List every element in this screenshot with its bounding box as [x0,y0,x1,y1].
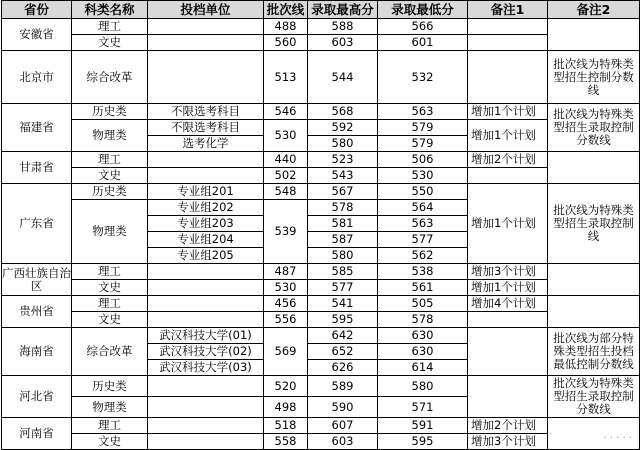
max-cell: 544 [308,51,378,104]
max-cell: 592 [308,120,378,136]
table-row [2,264,640,280]
table-row [2,280,640,296]
table-row [2,296,640,312]
batch-cell: 487 [264,264,308,280]
note1-cell [468,168,548,184]
unit-cell [148,280,264,296]
max-cell: 541 [308,296,378,312]
province-cell: 北京市 [2,51,72,104]
max-cell: 590 [308,397,378,418]
table-row [2,35,640,51]
category-cell: 理工 [72,152,148,168]
unit-cell [148,168,264,184]
unit-cell [148,418,264,434]
category-cell: 历史类 [72,376,148,397]
min-cell: 601 [378,35,468,51]
header-province: 省份 [2,1,72,19]
min-cell: 532 [378,51,468,104]
header-row [2,1,640,19]
min-cell: 579 [378,136,468,152]
max-cell: 577 [308,280,378,296]
table-row [2,418,640,434]
min-cell: 530 [378,168,468,184]
table-row [2,168,640,184]
header-unit: 投档单位 [148,1,264,19]
category-cell: 物理类 [72,120,148,152]
admission-score-table [1,0,640,450]
batch-cell: 520 [264,376,308,397]
max-cell: 603 [308,434,378,450]
unit-cell: 选考化学 [148,136,264,152]
table-row [2,19,640,35]
batch-cell: 440 [264,152,308,168]
max-cell: 567 [308,184,378,200]
category-cell: 文史 [72,312,148,328]
table-row [2,312,640,328]
max-cell: 585 [308,264,378,280]
min-cell: 563 [378,104,468,120]
min-cell: 595 [378,434,468,450]
max-cell: 580 [308,136,378,152]
note1-cell: 增加4个计划 [468,296,548,312]
note1-cell: 增加1个计划 [468,120,548,152]
batch-cell: 530 [264,280,308,296]
note1-cell: 增加3个计划 [468,264,548,280]
unit-cell [148,397,264,418]
unit-cell [148,312,264,328]
min-cell: 578 [378,312,468,328]
province-cell: 河南省 [2,418,72,450]
category-cell: 理工 [72,418,148,434]
unit-cell: 专业组205 [148,248,264,264]
note1-cell: 增加2个计划 [468,418,548,434]
max-cell: 587 [308,232,378,248]
min-cell: 614 [378,360,468,376]
max-cell: 568 [308,104,378,120]
header-min-score: 录取最低分 [378,1,468,19]
unit-cell: 专业组202 [148,200,264,216]
min-cell: 591 [378,418,468,434]
category-cell: 理工 [72,296,148,312]
province-cell: 广东省 [2,184,72,264]
province-cell: 福建省 [2,104,72,152]
table-row [2,184,640,200]
note1-cell [468,328,548,376]
table-row [2,434,640,450]
watermark: · · · · · [603,433,632,444]
note1-cell [468,376,548,418]
unit-cell: 不限选考科目 [148,104,264,120]
max-cell: 595 [308,312,378,328]
note1-cell: 增加1个计划 [468,184,548,264]
min-cell: 566 [378,19,468,35]
batch-cell: 502 [264,168,308,184]
max-cell: 543 [308,168,378,184]
unit-cell: 不限选考科目 [148,120,264,136]
category-cell: 文史 [72,434,148,450]
category-cell: 物理类 [72,397,148,418]
province-cell: 甘肃省 [2,152,72,184]
max-cell: 578 [308,200,378,216]
note1-cell [468,19,548,35]
note2-cell: 批次线为特殊类型招生录取控制分数线 [548,376,640,418]
table-row [2,376,640,397]
note2-cell [548,19,640,51]
batch-cell: 456 [264,296,308,312]
category-cell: 综合改革 [72,51,148,104]
province-cell: 安徽省 [2,19,72,51]
min-cell: 564 [378,200,468,216]
note2-cell [548,296,640,328]
note1-cell: 增加1个计划 [468,280,548,296]
table-row [2,152,640,168]
unit-cell [148,434,264,450]
unit-cell: 武汉科技大学(02) [148,344,264,360]
note2-cell: 批次线为特殊类型招生控制分数线 [548,51,640,104]
category-cell: 综合改革 [72,328,148,376]
table-row [2,104,640,120]
max-cell: 580 [308,248,378,264]
unit-cell: 专业组201 [148,184,264,200]
category-cell: 历史类 [72,184,148,200]
category-cell: 理工 [72,264,148,280]
note1-cell: 增加1个计划 [468,104,548,120]
note2-cell: 批次线为特殊类型招生录取控制线 [548,184,640,264]
max-cell: 588 [308,19,378,35]
max-cell: 589 [308,376,378,397]
min-cell: 561 [378,280,468,296]
table-row [2,120,640,136]
max-cell: 581 [308,216,378,232]
max-cell: 607 [308,418,378,434]
min-cell: 630 [378,344,468,360]
batch-cell: 539 [264,200,308,264]
batch-cell: 530 [264,120,308,152]
batch-cell: 488 [264,19,308,35]
batch-cell: 546 [264,104,308,120]
note2-cell: 批次线为部分特殊类型招生投档最低控制分数线 [548,328,640,376]
unit-cell: 武汉科技大学(03) [148,360,264,376]
batch-cell: 560 [264,35,308,51]
min-cell: 550 [378,184,468,200]
province-cell: 广西壮族自治区 [2,264,72,296]
min-cell: 563 [378,216,468,232]
max-cell: 642 [308,328,378,344]
batch-cell: 556 [264,312,308,328]
batch-cell: 513 [264,51,308,104]
note2-cell [548,152,640,184]
min-cell: 580 [378,376,468,397]
unit-cell [148,376,264,397]
min-cell: 579 [378,120,468,136]
batch-cell: 548 [264,184,308,200]
province-cell: 河北省 [2,376,72,418]
note1-cell [468,51,548,104]
province-cell: 海南省 [2,328,72,376]
note1-cell: 增加2个计划 [468,152,548,168]
unit-cell [148,51,264,104]
min-cell: 571 [378,397,468,418]
unit-cell: 专业组204 [148,232,264,248]
category-cell: 物理类 [72,200,148,264]
header-batch-line: 批次线 [264,1,308,19]
min-cell: 577 [378,232,468,248]
batch-cell: 558 [264,434,308,450]
note1-cell [468,312,548,328]
unit-cell [148,264,264,280]
max-cell: 603 [308,35,378,51]
header-note2: 备注2 [548,1,640,19]
header-category: 科类名称 [72,1,148,19]
unit-cell [148,35,264,51]
max-cell: 652 [308,344,378,360]
min-cell: 505 [378,296,468,312]
category-cell: 理工 [72,19,148,35]
min-cell: 538 [378,264,468,280]
batch-cell: 498 [264,397,308,418]
min-cell: 630 [378,328,468,344]
table-row [2,328,640,344]
max-cell: 523 [308,152,378,168]
province-cell: 贵州省 [2,296,72,328]
category-cell: 历史类 [72,104,148,120]
category-cell: 文史 [72,280,148,296]
unit-cell: 武汉科技大学(01) [148,328,264,344]
batch-cell: 518 [264,418,308,434]
category-cell: 文史 [72,35,148,51]
note2-cell [548,264,640,296]
header-note1: 备注1 [468,1,548,19]
note2-cell: 批次线为特殊类型招生录取控制分数线 [548,104,640,152]
unit-cell [148,19,264,35]
unit-cell [148,296,264,312]
note1-cell: 增加3个计划 [468,434,548,450]
unit-cell: 专业组203 [148,216,264,232]
min-cell: 562 [378,248,468,264]
header-max-score: 录取最高分 [308,1,378,19]
max-cell: 626 [308,360,378,376]
table-row [2,51,640,104]
category-cell: 文史 [72,168,148,184]
batch-cell: 569 [264,328,308,376]
min-cell: 506 [378,152,468,168]
unit-cell [148,152,264,168]
note1-cell [468,35,548,51]
